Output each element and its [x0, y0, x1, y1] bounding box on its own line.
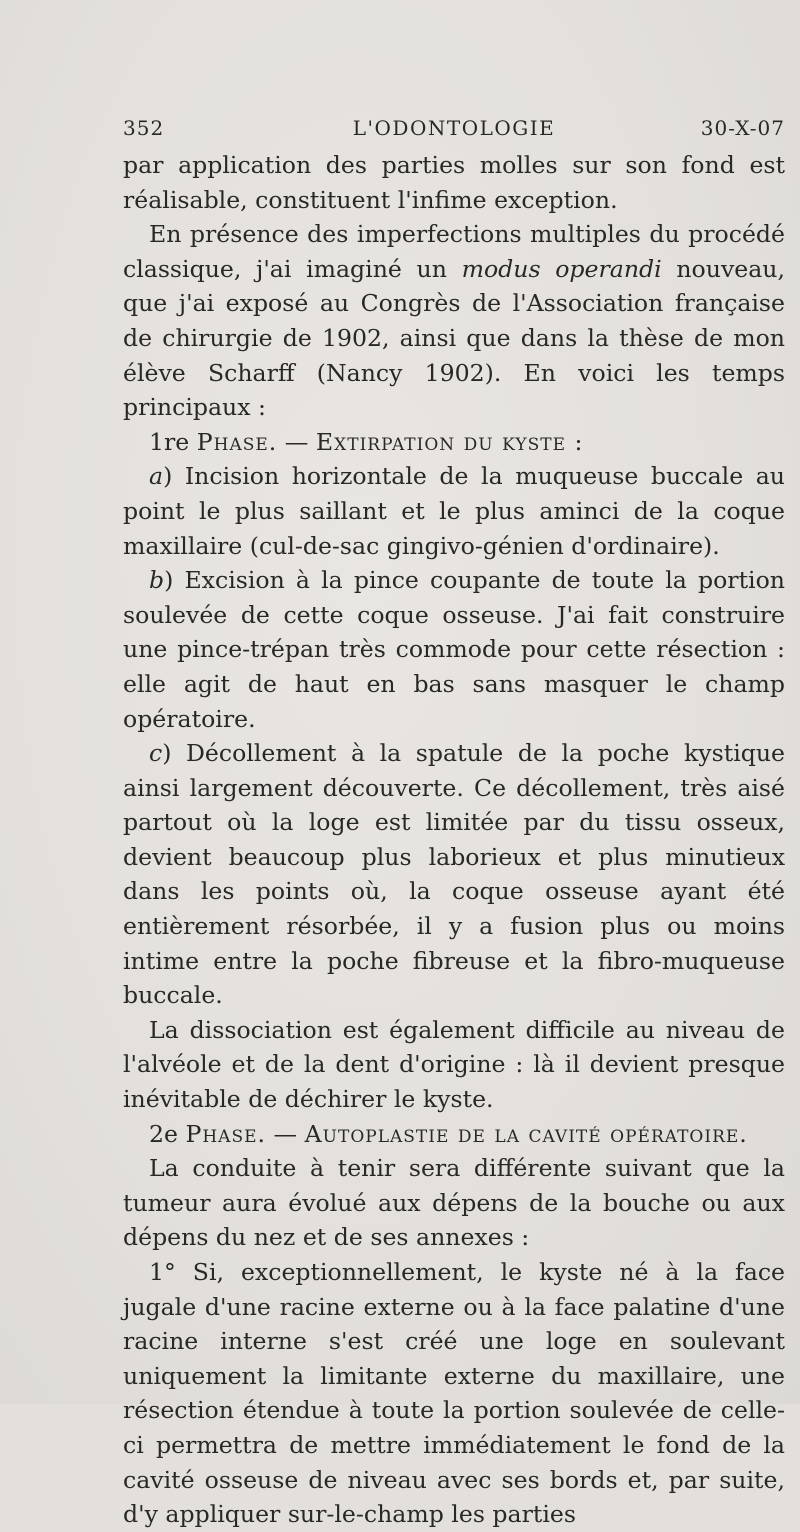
phase-label: Phase.	[196, 427, 278, 456]
body-text	[123, 148, 785, 1532]
latin-term: modus operandi	[461, 254, 662, 283]
step-text: ) Incision horizontale de la muqueuse buccale au point le plus saillant et le plus aminci de la coque maxillaire (cul-de-sac gingivo-génien d'ordinaire).	[123, 462, 785, 560]
text-segment: nouveau, que j'ai exposé au Congrès de l'Association française de chirurgie de 1902, ainsi que dans la thèse de mon élève Scharff (Nancy 1902). En voici les temps principaux :	[123, 254, 785, 422]
issue-date: 30-X-07	[700, 116, 785, 140]
paragraph-case-1: 1° Si, exceptionnellement, le kyste né à la face jugale d'une racine externe ou à la face palatine d'une racine interne s'est créé une loge en soulevant uniquement la limitante externe du maxillaire, une résection étendue à toute la portion soulevée de celle-ci permettra de mettre immédiatement le fond de la cavité osseuse de niveau avec ses bords et, par suite, d'y appliquer sur-le-champ les parties	[123, 1258, 785, 1529]
phase-label: Phase.	[185, 1119, 267, 1148]
paragraph-dissociation: La dissociation est également difficile au niveau de l'alvéole et de la dent d'origine : là il devient presque inévitable de déchirer le kyste.	[123, 1015, 785, 1114]
phase-title: Autoplastie de la cavité opératoire.	[304, 1119, 748, 1148]
paragraph-conduite: La conduite à tenir sera différente suivant que la tumeur aura évolué aux dépens de la bouche ou aux dépens du nez et de ses annexes :	[123, 1154, 785, 1252]
paragraph-continuation: par application des parties molles sur son fond est réalisable, constituent l'infime exception.	[123, 151, 785, 214]
page-number: 352	[123, 116, 165, 140]
phase-dash: —	[266, 1119, 305, 1148]
phase-1-heading	[123, 425, 785, 460]
step-text: ) Décollement à la spatule de la poche kystique ainsi largement découverte. Ce décollement, très aisé partout où la loge est limitée par du tissu osseux, devient beaucoup plus laborieux et plus minutieux dans les points où, la coque osseuse ayant été entièrement résorbée, il y a fusion plus ou moins intime entre la poche fibreuse et la fibro-muqueuse buccale.	[123, 739, 785, 1010]
running-title: L'ODONTOLOGIE	[352, 116, 556, 140]
text-segment: En présence des imperfections multiples du procédé classique, j'ai imaginé un	[123, 220, 785, 283]
step-letter: a	[149, 462, 164, 491]
step-text: ) Excision à la pince coupante de toute la portion soulevée de cette coque osseuse. J'ai fait construire une pince-trépan très commode pour cette résection : elle agit de haut en bas sans masquer le champ opératoire.	[123, 566, 785, 733]
step-letter: b	[149, 566, 165, 595]
phase-2-heading	[123, 1117, 785, 1152]
running-header	[123, 116, 785, 146]
paragraph-procedure-intro	[123, 217, 785, 425]
step-b	[123, 563, 785, 736]
step-a	[123, 459, 785, 563]
phase-number: 2e	[149, 1119, 186, 1148]
phase-dash: —	[277, 427, 316, 456]
phase-number: 1re	[149, 427, 197, 456]
step-letter: c	[149, 739, 163, 768]
step-c	[123, 736, 785, 1013]
phase-title: Extirpation du kyste :	[315, 427, 584, 456]
